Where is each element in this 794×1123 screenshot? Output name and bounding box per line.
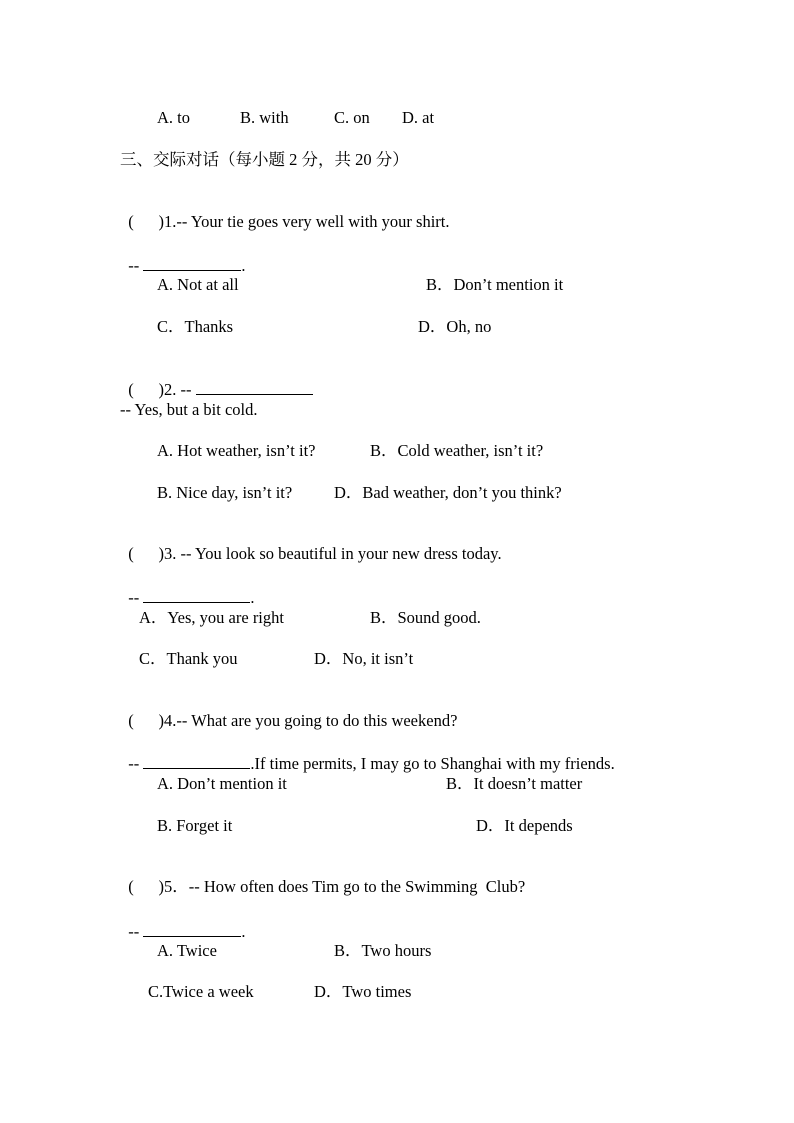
option-a: A. Not at all bbox=[157, 275, 239, 294]
section-heading: 三、交际对话（每小题 2 分，共 20 分） bbox=[120, 150, 409, 169]
question-4-reply: -- .If time permits, I may go to Shanghai with my friends. bbox=[128, 754, 615, 773]
question-1-reply: -- . bbox=[128, 256, 246, 275]
answer-paren: ( ) bbox=[128, 380, 164, 399]
question-stem: 3. -- You look so beautiful in your new dress today. bbox=[164, 544, 502, 563]
prev-option-b: B. with bbox=[240, 108, 289, 127]
prev-option-a: A. to bbox=[157, 108, 190, 127]
option-c: B. Nice day, isn’t it? bbox=[157, 483, 293, 502]
question-2 bbox=[120, 358, 313, 400]
option-b: B．It doesn’t matter bbox=[446, 774, 583, 793]
option-c: C．Thanks bbox=[157, 317, 234, 336]
option-a: A. Hot weather, isn’t it? bbox=[157, 441, 316, 460]
option-c: B. Forget it bbox=[157, 816, 233, 835]
answer-paren: ( ) bbox=[128, 877, 164, 896]
option-b: B．Don’t mention it bbox=[426, 275, 564, 294]
answer-paren: ( ) bbox=[128, 544, 164, 563]
question-5 bbox=[120, 857, 525, 897]
option-d: D．Bad weather, don’t you think? bbox=[334, 483, 562, 502]
question-3 bbox=[120, 524, 502, 564]
answer-blank bbox=[143, 254, 241, 271]
answer-paren: ( ) bbox=[128, 212, 164, 231]
option-b: B．Cold weather, isn’t it? bbox=[370, 441, 544, 460]
question-stem: 5．-- How often does Tim go to the Swimming Club? bbox=[164, 877, 526, 896]
option-d: D．It depends bbox=[476, 816, 573, 835]
option-d: D．Oh, no bbox=[418, 317, 492, 336]
question-5-reply: -- . bbox=[128, 922, 246, 941]
question-stem: 2. -- bbox=[164, 380, 196, 399]
option-b: B．Sound good. bbox=[370, 608, 481, 627]
question-1 bbox=[120, 192, 450, 232]
answer-blank bbox=[143, 586, 250, 603]
question-2-reply: -- Yes, but a bit cold. bbox=[120, 400, 258, 419]
option-c: C.Twice a week bbox=[148, 982, 254, 1001]
question-stem: 4.-- What are you going to do this weekend? bbox=[164, 711, 458, 730]
question-3-reply: -- . bbox=[128, 588, 255, 607]
prev-option-c: C. on bbox=[334, 108, 370, 127]
option-a: A．Yes, you are right bbox=[139, 608, 284, 627]
prev-option-d: D. at bbox=[402, 108, 435, 127]
question-stem: 1.-- Your tie goes very well with your shirt. bbox=[164, 212, 450, 231]
option-a: A. Don’t mention it bbox=[157, 774, 287, 793]
answer-blank bbox=[143, 752, 250, 769]
answer-paren: ( ) bbox=[128, 711, 164, 730]
option-d: D．No, it isn’t bbox=[314, 649, 414, 668]
option-a: A. Twice bbox=[157, 941, 217, 960]
question-4 bbox=[120, 691, 457, 731]
option-b: B．Two hours bbox=[334, 941, 432, 960]
option-c: C．Thank you bbox=[139, 649, 238, 668]
option-d: D．Two times bbox=[314, 982, 412, 1001]
answer-blank bbox=[143, 920, 241, 937]
answer-blank bbox=[196, 378, 313, 395]
